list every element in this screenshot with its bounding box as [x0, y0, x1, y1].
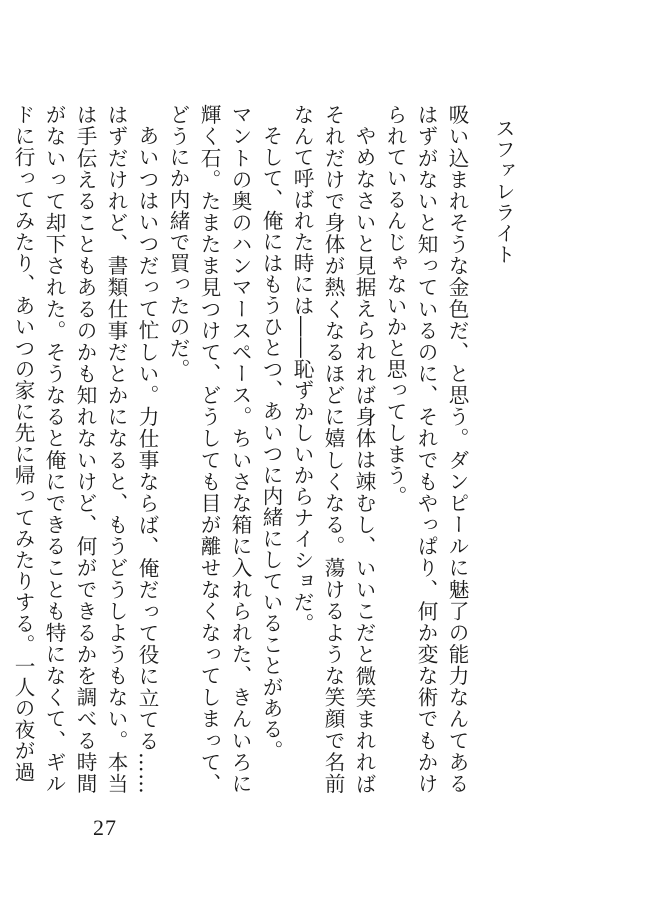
paragraph-5: あいつはいつだって忙しい。力仕事ならば、俺だって役に立てる……はずだけれど、書類仕事だとかになると、もうどうしようもない。本当は手伝えることもあるのかも知れないけど、何ができるかを調べる時間がないって却下された。そうなると俺にできることも特になくて、ギルドに行ってみたり、あいつの家に先に帰ってみたりする。一人の夜が過 [11, 104, 159, 794]
running-header: スファレライト [492, 118, 516, 265]
body-text [7, 104, 472, 794]
paragraph-4: マントの奥のハンマースペース。ちいさな箱に入れられた、きんいろに輝く石。たまたま見つけて、どうしても目が離せなくなってしまって、どうにか内緒で買ったのだ。 [166, 104, 252, 794]
page-number: 27 [93, 815, 117, 840]
paragraph-3: そして、俺にはもうひとつ、あいつに内緒にしていることがある。 [259, 124, 283, 761]
paragraph-1: 吸い込まれそうな金色だ、と思う。ダンピールに魅了の能力なんてあるはずがないと知っているのに、それでもやっぱり、何か変な術でもかけられているんじゃないかと思ってしまう。 [383, 104, 469, 794]
paragraph-2: やめなさいと見据えられれば身体は竦むし、いいこだと微笑まれればそれだけで身体が熱くなるほどに嬉しくなる。蕩けるような笑顔で名前なんて呼ばれた時には――恥ずかしいからナイショだ。 [290, 104, 376, 794]
